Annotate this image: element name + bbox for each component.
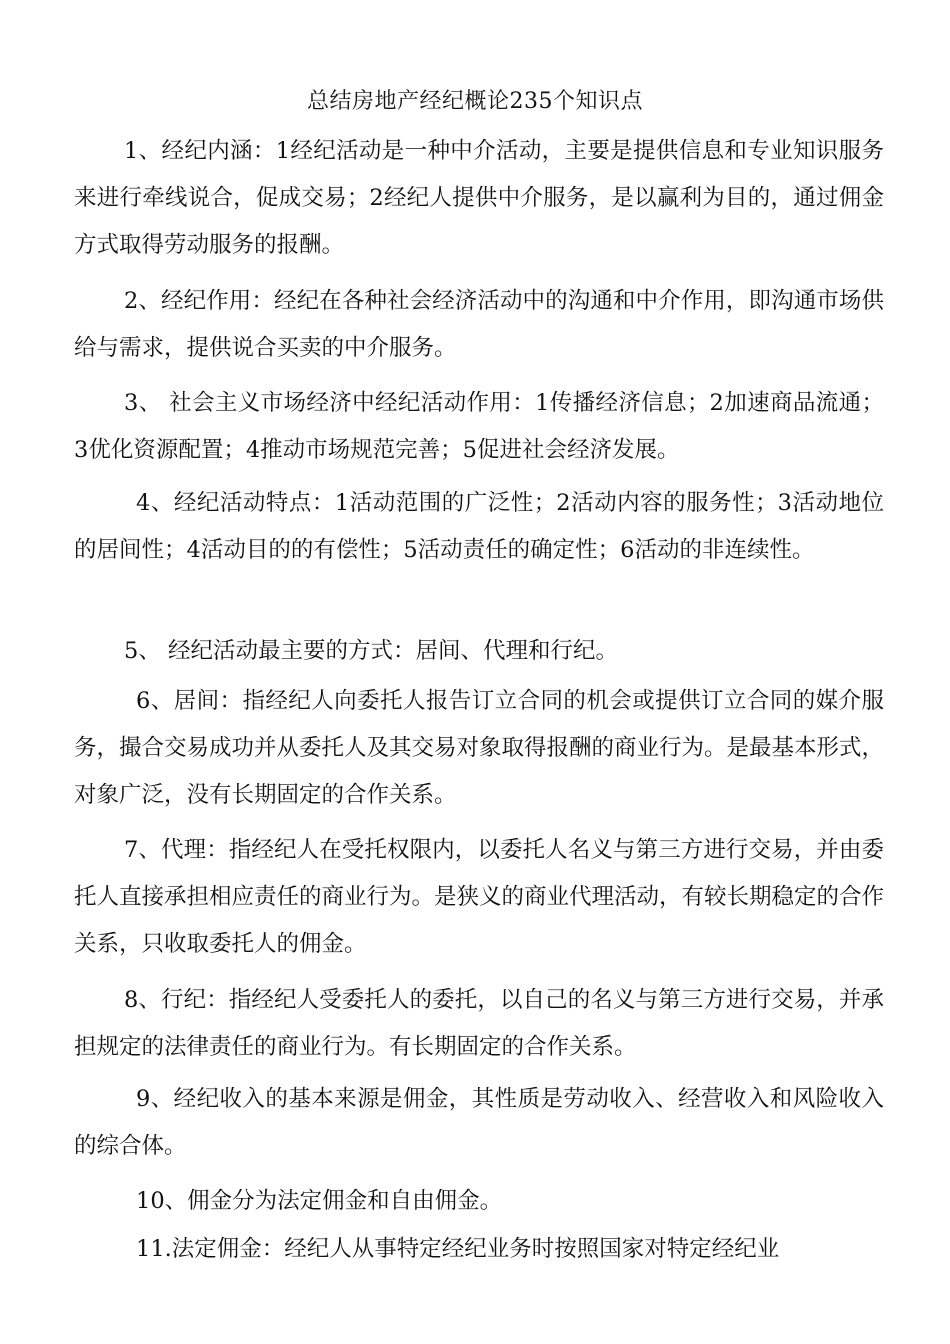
paragraph-2: 2、经纪作用：经纪在各种社会经济活动中的沟通和中介作用，即沟通市场供给与需求，提供说合买卖的中介服务。 — [74, 288, 884, 361]
paragraph-6: 6、居间：指经纪人向委托人报告订立合同的机会或提供订立合同的媒介服务，撮合交易成功并从委托人及其交易对象取得报酬的商业行为。是最基本形式，对象广泛，没有长期固定的合作关系。 — [74, 688, 885, 808]
paragraph-4: 4、经纪活动特点：1活动范围的广泛性；2活动内容的服务性；3活动地位的居间性；4活动目的的有偿性；5活动责任的确定性；6活动的非连续性。 — [74, 490, 884, 563]
paragraph-5: 5、 经纪活动最主要的方式：居间、代理和行纪。 — [124, 638, 618, 664]
document-title: 总结房地产经纪概论235个知识点 — [307, 89, 643, 114]
paragraph-1: 1、经纪内涵：1经纪活动是一种中介活动，主要是提供信息和专业知识服务来进行牵线说合，促成交易；2经纪人提供中介服务，是以赢利为目的，通过佣金方式取得劳动服务的报酬。 — [74, 138, 884, 258]
paragraph-9: 9、经纪收入的基本来源是佣金，其性质是劳动收入、经营收入和风险收入的综合体。 — [74, 1086, 884, 1159]
paragraph-7: 7、代理：指经纪人在受托权限内，以委托人名义与第三方进行交易，并由委托人直接承担相应责任的商业行为。是狭义的商业代理活动，有较长期稳定的合作关系，只收取委托人的佣金。 — [74, 837, 885, 957]
paragraph-8: 8、行纪：指经纪人受委托人的委托，以自己的名义与第三方进行交易，并承担规定的法律责任的商业行为。有长期固定的合作关系。 — [74, 987, 884, 1060]
paragraph-10: 10、佣金分为法定佣金和自由佣金。 — [136, 1188, 503, 1214]
paragraph-3: 3、 社会主义市场经济中经纪活动作用：1传播经济信息；2加速商品流通；3优化资源配置；4推动市场规范完善；5促进社会经济发展。 — [74, 390, 884, 463]
paragraph-11: 11.法定佣金：经纪人从事特定经纪业务时按照国家对特定经纪业 — [136, 1236, 780, 1262]
